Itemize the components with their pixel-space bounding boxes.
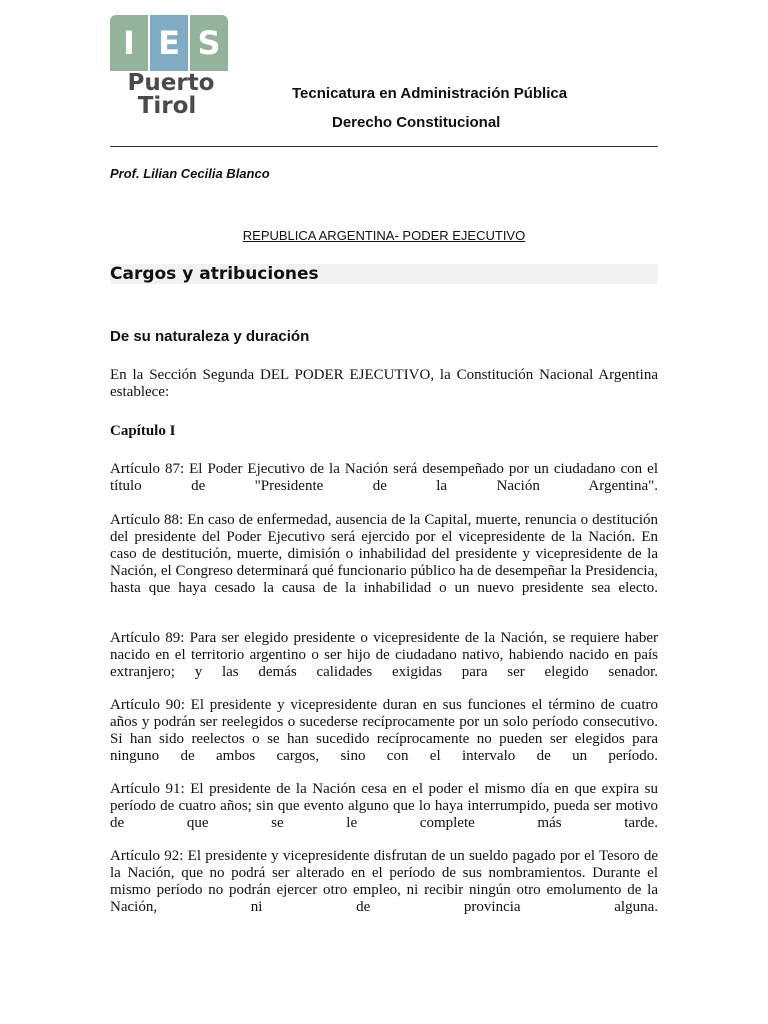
logo-letter-i: I bbox=[110, 15, 148, 71]
logo-letter-s: S bbox=[190, 15, 228, 71]
article-87: Artículo 87: El Poder Ejecutivo de la Nación será desempeñado por un ciudadano con el título de "Presidente de la Nación Argentina". bbox=[110, 461, 658, 494]
article-92: Artículo 92: El presidente y vicepresidente disfrutan de un sueldo pagado por el Tesoro de la Nación, que no podrá ser alterado en el período de sus nombramientos. Durante el mismo período no podrán ejercer otro empleo, ni recibir ningún otro emolumento de la Nación, ni de provincia alguna. bbox=[110, 848, 658, 915]
article-88: Artículo 88: En caso de enfermedad, ausencia de la Capital, muerte, renuncia o destitución del presidente del Poder Ejecutivo será ejercido por el vicepresidente de la Nación. En caso de destitución, muerte, dimisión o inhabilidad del presidente y vicepresidente de la Nación, el Congreso determinará qué funcionario público ha de desempeñar la Presidencia, hasta que haya cesado la causa de la inhabilidad o un nuevo presidente sea electo. bbox=[110, 512, 658, 596]
logo-word-tirol: Tirol bbox=[137, 93, 197, 119]
sub-heading: De su naturaleza y duración bbox=[110, 328, 310, 345]
logo-tiles bbox=[110, 15, 232, 71]
chapter-heading: Capítulo I bbox=[110, 423, 176, 439]
section-title: REPUBLICA ARGENTINA- PODER EJECUTIVO bbox=[242, 228, 526, 243]
professor-name: Prof. Lilian Cecilia Blanco bbox=[110, 166, 270, 181]
logo-word-puerto: Puerto bbox=[127, 70, 215, 96]
program-title: Tecnicatura en Administración Pública bbox=[292, 85, 568, 102]
logo-letter-e: E bbox=[150, 15, 188, 71]
main-title: Cargos y atribuciones bbox=[110, 264, 658, 284]
article-90: Artículo 90: El presidente y vicepresidente duran en sus funciones el término de cuatro años y podrán ser reelegidos o sucederse recíprocamente por un solo período consecutivo. Si han sido reelectos o se han sucedido recíprocamente no pueden ser elegidos para ninguno de ambos cargos, sino con el intervalo de un período. bbox=[110, 697, 658, 764]
header-divider bbox=[110, 146, 658, 147]
ies-logo bbox=[110, 15, 232, 125]
course-title: Derecho Constitucional bbox=[332, 114, 501, 131]
article-89: Artículo 89: Para ser elegido presidente o vicepresidente de la Nación, se requiere haber nacido en el territorio argentino o ser hijo de ciudadano nativo, habiendo nacido en país extranjero; y las demás calidades exigidas para ser elegido senador. bbox=[110, 630, 658, 680]
intro-paragraph: En la Sección Segunda DEL PODER EJECUTIVO, la Constitución Nacional Argentina establece: bbox=[110, 367, 658, 400]
article-91: Artículo 91: El presidente de la Nación cesa en el poder el mismo día en que expira su período de cuatro años; sin que evento alguno que lo haya interrumpido, pueda ser motivo de que se le complete más tarde. bbox=[110, 781, 658, 831]
